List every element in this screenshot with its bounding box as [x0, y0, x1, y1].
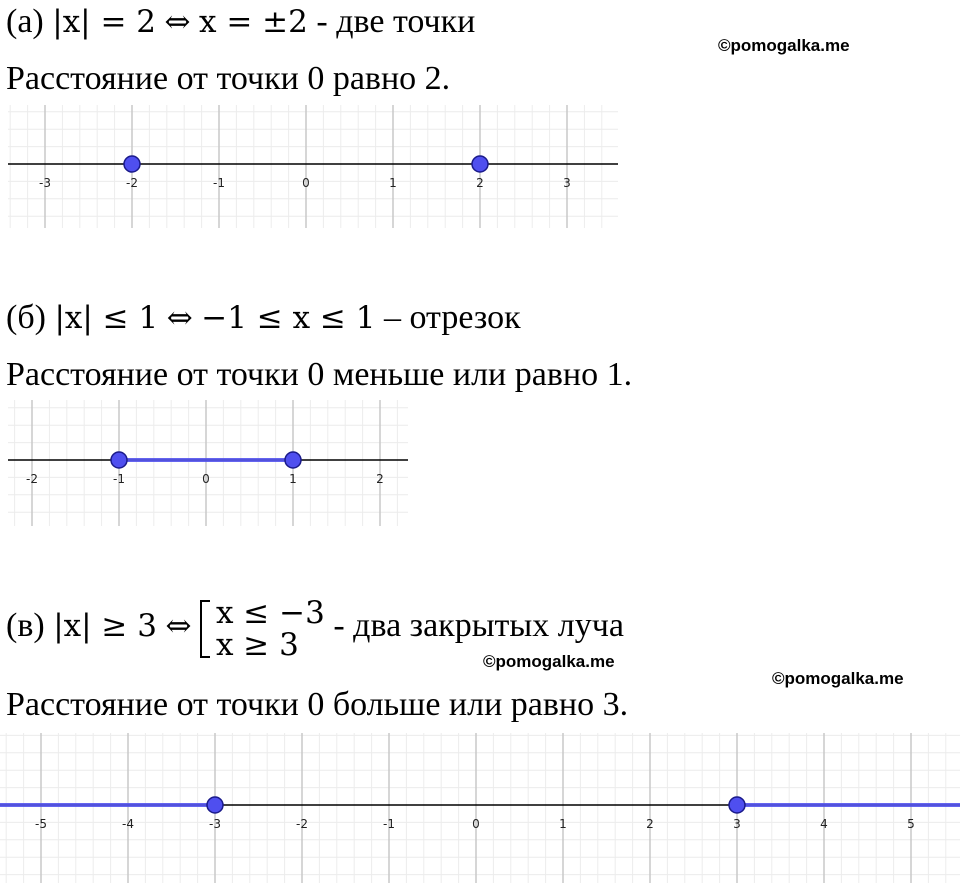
tick-label: 2 — [646, 817, 654, 831]
part-b-rhs: −1 ≤ x ≤ 1 — [201, 300, 376, 336]
part-c-equiv: ⇔ — [165, 608, 192, 644]
part-b-equiv: ⇔ — [166, 300, 193, 336]
part-b-lhs: |x| ≤ 1 — [54, 300, 159, 336]
number-line-c — [0, 733, 960, 883]
tick-label: -3 — [209, 817, 221, 831]
tick-label: 2 — [476, 176, 484, 190]
part-b-tail: – отрезок — [384, 299, 521, 336]
part-a-equiv: ⇔ — [164, 4, 191, 40]
solution-point — [729, 797, 745, 813]
part-a-tail: - две точки — [316, 3, 476, 40]
watermark-right: ©pomogalka.me — [772, 669, 904, 688]
part-b-statement — [6, 298, 521, 338]
solution-point — [285, 452, 301, 468]
number-line-a — [0, 105, 620, 228]
part-a-lhs: |x| = 2 — [52, 4, 157, 40]
solution-point — [207, 797, 223, 813]
tick-label: -3 — [39, 176, 51, 190]
part-c-lhs: |x| ≥ 3 — [53, 608, 157, 644]
tick-label: 0 — [472, 817, 480, 831]
watermark-middle: ©pomogalka.me — [483, 652, 615, 671]
tick-label: 1 — [559, 817, 567, 831]
part-a-statement — [6, 2, 475, 42]
tick-label: -1 — [113, 472, 125, 486]
tick-label: -2 — [126, 176, 138, 190]
tick-label: -4 — [122, 817, 134, 831]
tick-label: -2 — [26, 472, 38, 486]
tick-label: 3 — [563, 176, 571, 190]
part-c-text: Расстояние от точки 0 больше или равно 3. — [6, 686, 629, 723]
number-line-b — [0, 400, 410, 526]
watermark-top: ©pomogalka.me — [718, 36, 850, 55]
tick-label: 1 — [289, 472, 297, 486]
solution-point — [124, 156, 140, 172]
tick-label: -2 — [296, 817, 308, 831]
tick-label: 0 — [202, 472, 210, 486]
tick-label: 3 — [733, 817, 741, 831]
tick-label: -5 — [35, 817, 47, 831]
part-c-label: (в) — [6, 607, 45, 644]
part-c-system — [200, 595, 325, 664]
part-b-text: Расстояние от точки 0 меньше или равно 1. — [6, 356, 633, 393]
tick-label: 5 — [907, 817, 915, 831]
tick-label: 1 — [389, 176, 397, 190]
tick-label: 2 — [376, 472, 384, 486]
solution-point — [111, 452, 127, 468]
system-bracket — [200, 600, 210, 658]
system-line-2: x ≥ 3 — [215, 627, 299, 664]
part-a-rhs: x = ±2 — [199, 4, 308, 40]
tick-label: -1 — [383, 817, 395, 831]
tick-label: -1 — [213, 176, 225, 190]
solution-point — [472, 156, 488, 172]
part-a-text: Расстояние от точки 0 равно 2. — [6, 60, 451, 97]
tick-label: 4 — [820, 817, 828, 831]
part-c-tail: - два закрытых луча — [333, 607, 624, 644]
part-b-label: (б) — [6, 299, 46, 336]
part-a-label: (а) — [6, 3, 44, 40]
tick-label: 0 — [302, 176, 310, 190]
system-line-1: x ≤ −3 — [215, 595, 325, 632]
